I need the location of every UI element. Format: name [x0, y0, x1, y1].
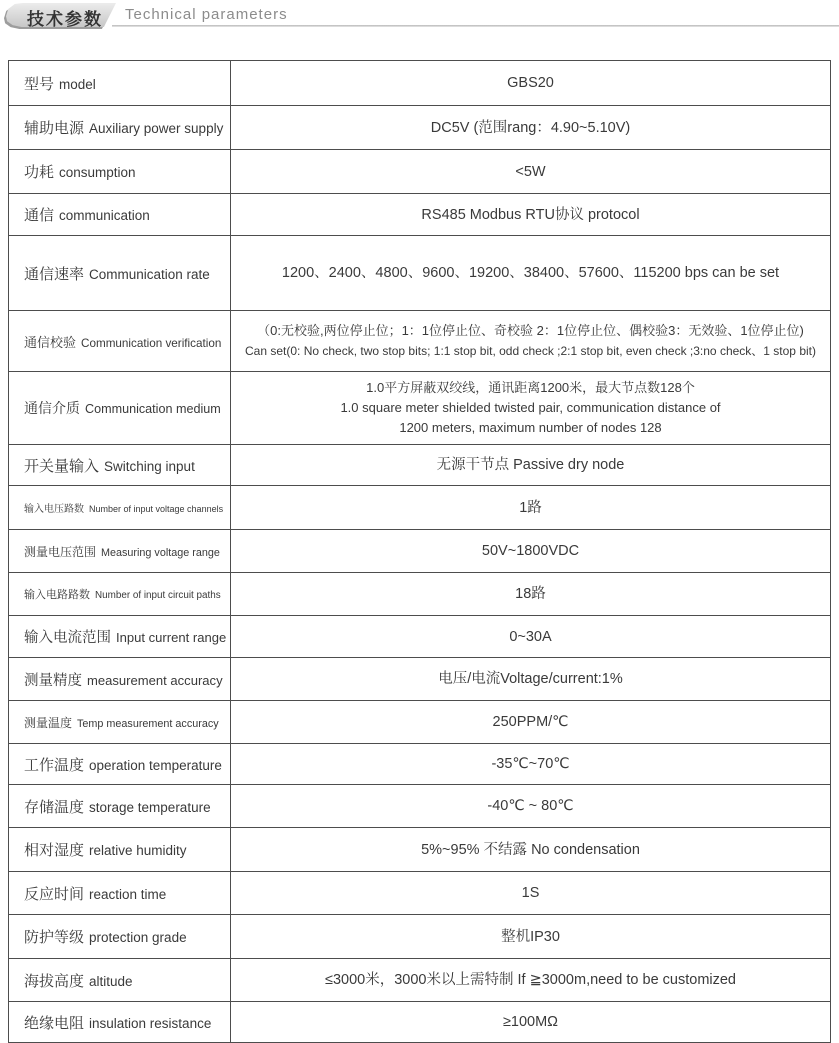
param-label-zh: 测量精度: [24, 672, 82, 689]
param-value-cell: [231, 785, 830, 827]
param-value-line: Can set(0: No check, two stop bits; 1:1 stop bit, odd check ;2:1 stop bit, even check ;3:no check、1 stop bit): [245, 344, 816, 358]
param-label: [24, 586, 221, 602]
param-value-line: 电压/电流Voltage/current:1%: [438, 671, 623, 687]
param-label-en: Communication rate: [89, 266, 210, 282]
param-label-zh: 通信: [24, 207, 55, 224]
spec-table: [8, 60, 831, 1043]
table-row: [9, 743, 830, 784]
param-label-zh: 通信介质: [24, 400, 80, 416]
param-label-cell: [9, 616, 231, 657]
param-value-line: 无源干节点 Passive dry node: [436, 457, 625, 473]
table-row: [9, 914, 830, 958]
param-value-line: RS485 Modbus RTU协议 protocol: [421, 206, 640, 223]
table-row: [9, 193, 830, 235]
param-label-cell: [9, 194, 231, 235]
param-value-cell: [231, 194, 830, 235]
param-label-en: operation temperature: [89, 757, 222, 773]
table-row: [9, 827, 830, 871]
param-value-line: 1S: [521, 885, 540, 901]
param-value-cell: [231, 1002, 830, 1042]
param-label-en: consumption: [59, 165, 136, 180]
param-label-zh: 输入电压路数: [24, 504, 84, 515]
table-row: [9, 784, 830, 827]
table-row: [9, 310, 830, 371]
param-label: [24, 883, 166, 904]
param-label: [24, 263, 210, 284]
section-title: Technical parameters: [125, 6, 288, 23]
param-label: [24, 926, 187, 947]
param-value-cell: [231, 150, 830, 193]
param-label-cell: [9, 744, 231, 784]
param-label-cell: [9, 915, 231, 958]
param-value-cell: [231, 744, 830, 784]
param-value-line: 1路: [519, 499, 542, 516]
param-value-cell: [231, 372, 830, 444]
param-label: [24, 455, 195, 476]
param-label-en: protection grade: [89, 930, 187, 945]
param-label-en: reaction time: [89, 886, 167, 902]
param-label-zh: 海拔高度: [24, 972, 85, 990]
param-label-cell: [9, 573, 231, 615]
param-value-line: 1.0平方屏蔽双绞线，通讯距离1200米，最大节点数128个: [366, 380, 695, 395]
param-label-en: relative humidity: [89, 843, 187, 858]
param-label-en: Communication medium: [85, 402, 221, 416]
param-label-cell: [9, 785, 231, 827]
param-label-en: Communication verification: [81, 336, 222, 350]
table-row: [9, 105, 830, 149]
param-label-cell: [9, 311, 231, 371]
param-value-line: <5W: [515, 163, 546, 180]
param-label: [24, 73, 96, 94]
param-label-zh: 相对湿度: [24, 842, 85, 859]
param-label-en: Auxiliary power supply: [89, 121, 224, 136]
param-label-cell: [9, 1002, 231, 1042]
param-value-cell: [231, 236, 830, 310]
param-value-line: 整机IP30: [501, 928, 560, 945]
param-label-cell: [9, 372, 231, 444]
param-label-cell: [9, 150, 231, 193]
param-value-cell: [231, 658, 830, 700]
param-value-line: -35℃~70℃: [491, 756, 570, 772]
param-value-line: 18路: [515, 586, 546, 602]
param-label-en: Number of input voltage channels: [89, 504, 224, 514]
table-row: [9, 657, 830, 700]
param-value-line: 1200、2400、4800、9600、19200、38400、57600、115200 bps can be set: [281, 265, 780, 281]
param-value-cell: [231, 311, 830, 371]
param-value-line: 5%~95% 不结露 No condensation: [421, 841, 640, 858]
param-label-cell: [9, 872, 231, 914]
param-label-en: Temp measurement accuracy: [77, 717, 219, 730]
param-label-cell: [9, 445, 231, 485]
param-label-cell: [9, 959, 231, 1001]
param-label-zh: 反应时间: [24, 885, 85, 903]
param-label: [24, 714, 219, 731]
param-label: [24, 1012, 211, 1033]
param-label: [24, 543, 220, 560]
param-label: [24, 669, 223, 690]
param-label: [24, 626, 226, 647]
param-label-zh: 绝缘电阻: [24, 1014, 85, 1032]
param-value-line: （0:无校验,两位停止位；1：1位停止位、奇校验 2：1位停止位、偶校验3：无效验、1位停止位): [257, 323, 804, 338]
table-row: [9, 700, 830, 743]
param-label-zh: 输入电路路数: [24, 589, 90, 601]
param-label-en: storage temperature: [89, 799, 211, 815]
param-value-cell: [231, 61, 830, 105]
param-value-cell: [231, 828, 830, 871]
param-value-line: ≤3000米，3000米以上需特制 If ≧3000m,need to be customized: [325, 972, 736, 988]
param-label: [24, 161, 136, 182]
param-label-zh: 测量温度: [24, 715, 73, 730]
param-value-line: -40℃ ~ 80℃: [487, 798, 574, 814]
param-label: [24, 500, 223, 515]
table-row: [9, 444, 830, 485]
param-value-cell: [231, 573, 830, 615]
param-label-cell: [9, 658, 231, 700]
param-label-zh: 输入电流范围: [24, 630, 111, 646]
param-value-cell: [231, 701, 830, 743]
table-row: [9, 485, 830, 529]
param-value-cell: [231, 915, 830, 958]
param-value-cell: [231, 486, 830, 529]
table-row: [9, 572, 830, 615]
param-label-zh: 通信校验: [24, 334, 77, 350]
param-label-en: insulation resistance: [89, 1015, 212, 1031]
section-badge-label: 技术参数: [27, 10, 103, 29]
param-value-cell: [231, 106, 830, 149]
param-label-zh: 型号: [24, 75, 55, 93]
param-label: [24, 398, 221, 418]
param-label-en: Switching input: [104, 458, 195, 474]
param-label: [24, 754, 222, 775]
param-value-cell: [231, 959, 830, 1001]
param-label: [24, 117, 223, 138]
param-value-line: 1200 meters, maximum number of nodes 128: [399, 420, 662, 435]
param-label-en: Measuring voltage range: [101, 546, 220, 559]
param-label-cell: [9, 236, 231, 310]
param-label-en: measurement accuracy: [87, 672, 223, 688]
param-label-zh: 开关量输入: [24, 457, 100, 475]
param-label-en: model: [59, 76, 96, 92]
param-label-cell: [9, 530, 231, 572]
param-label-zh: 防护等级: [24, 929, 85, 946]
param-value-line: ≥100MΩ: [502, 1014, 559, 1030]
param-label: [24, 970, 133, 991]
param-label-cell: [9, 106, 231, 149]
param-value-line: 50V~1800VDC: [481, 543, 580, 559]
param-label-cell: [9, 828, 231, 871]
param-label-zh: 通信速率: [24, 265, 85, 283]
header-rule: [112, 25, 839, 27]
param-label-cell: [9, 701, 231, 743]
param-label-zh: 测量电压范围: [24, 544, 97, 559]
param-label: [24, 204, 150, 225]
param-label-en: altitude: [89, 973, 133, 989]
table-row: [9, 529, 830, 572]
table-row: [9, 61, 830, 105]
table-row: [9, 149, 830, 193]
param-value-line: 1.0 square meter shielded twisted pair, communication distance of: [340, 400, 721, 415]
param-value-cell: [231, 445, 830, 485]
param-label: [24, 839, 187, 860]
table-row: [9, 1001, 830, 1042]
table-row: [9, 871, 830, 914]
section-header: [0, 0, 839, 34]
table-row: [9, 958, 830, 1001]
param-value-cell: [231, 872, 830, 914]
param-label-zh: 工作温度: [24, 756, 85, 774]
table-row: [9, 615, 830, 657]
param-value-cell: [231, 530, 830, 572]
param-label-en: Input current range: [116, 630, 227, 645]
param-label: [24, 332, 221, 351]
param-label-en: communication: [59, 208, 150, 223]
param-label-zh: 功耗: [24, 164, 55, 181]
param-label-en: Number of input circuit paths: [95, 590, 221, 601]
param-label-cell: [9, 61, 231, 105]
param-value-line: 0~30A: [509, 628, 552, 645]
table-row: [9, 235, 830, 310]
param-value-cell: [231, 616, 830, 657]
param-label: [24, 796, 211, 817]
param-value-line: GBS20: [507, 75, 554, 91]
param-label-zh: 辅助电源: [24, 120, 85, 137]
param-value-line: DC5V (范围rang：4.90~5.10V): [430, 119, 631, 136]
param-value-line: 250PPM/℃: [492, 714, 569, 730]
section-badge: [6, 3, 116, 27]
table-row: [9, 371, 830, 444]
param-label-cell: [9, 486, 231, 529]
param-label-zh: 存储温度: [24, 798, 85, 816]
